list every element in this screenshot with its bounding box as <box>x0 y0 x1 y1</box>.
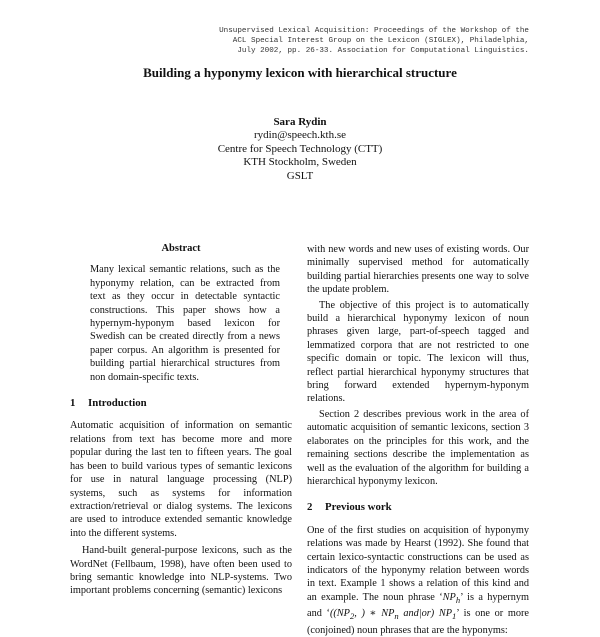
section-heading-introduction <box>70 397 292 410</box>
section-heading-previous-work <box>307 501 529 514</box>
section-number: 2 <box>307 501 313 514</box>
author-affiliation-3: GSLT <box>286 169 314 182</box>
paper-title: Building a hyponymy lexicon with hierarchical structure <box>143 65 457 80</box>
intro-paragraph-4: The objective of this project is to automatically build a hierarchical hyponymy lexicon of noun phrases given large, part-of-speech tagged and lemmatized corpora that are not restricted to one specific domain or topic. The lexicon will thus, reflect partial hierarchical hyponymy structures that bring forward extended hypernym-hyponym relations. <box>307 299 529 405</box>
abstract-heading: Abstract <box>161 243 201 254</box>
author-email: rydin@speech.kth.se <box>254 129 346 142</box>
math-text: , ) ∗ NP <box>354 608 395 620</box>
intro-paragraph-5: Section 2 describes previous work in the area of automatic acquisition of semantic lexicons, section 3 elaborates on the principles for this work, and the remaining sections describe the implementation as well as the evaluation of the algorithm for building a hierarchical hyponymy lexicon. <box>307 408 529 487</box>
author-name: Sara Rydin <box>273 116 327 128</box>
author-affiliation-2: KTH Stockholm, Sweden <box>243 156 357 169</box>
math-subscript: 2 <box>349 611 355 622</box>
math-text: and|or) NP <box>398 608 452 620</box>
section-number: 1 <box>70 397 76 410</box>
section-title: Introduction <box>88 397 147 410</box>
proceedings-line-1: Unsupervised Lexical Acquisition: Proceedings of the Workshop of the <box>219 27 529 35</box>
math-subscript: n <box>394 611 399 622</box>
section-title: Previous work <box>325 501 392 514</box>
proceedings-line-3: July 2002, pp. 26-33. Association for Computational Linguistics. <box>237 47 529 55</box>
math-hypernym <box>443 592 460 603</box>
math-subscript: 1 <box>451 611 457 622</box>
text-run: ’ is a hypernym and ‘ <box>307 591 530 620</box>
abstract-text: Many lexical semantic relations, such as the hyponymy relation, can be extracted from text as they occur in detectable syntactic constructions. This paper shows how a hypernym-hyponym based lexicon for Swedish can be created directly from a news paper corpus. An algorithm is presented for building partial hierarchical structures from non domain-specific texts. <box>90 264 280 383</box>
proceedings-header <box>219 26 529 56</box>
math-text: ((NP <box>329 608 350 620</box>
proceedings-line-2: ACL Special Interest Group on the Lexicon (SIGLEX), Philadelphia, <box>232 37 529 45</box>
text-run: ’ is one or more (conjoined) noun phrases that are the hyponyms: <box>307 608 529 636</box>
math-subscript: h <box>455 594 461 605</box>
intro-paragraph-2: Hand-built general-purpose lexicons, such as the WordNet (Fellbaum, 1998), have often been used to bring semantic knowledge into NLP-systems. Two important problems concerning (semantic) lexicons <box>70 545 292 597</box>
author-block <box>0 116 600 183</box>
text-run: One of the first studies on acquisition of hyponymy relations was made by Hearst (1992). She found that certain lexico-syntactic constructions can be used as indicators of the hyponymy relation between words in text. Example 1 shows a relation of this kind and an example. The noun phrase ‘ <box>307 524 529 603</box>
right-column <box>307 243 529 637</box>
math-hyponyms <box>329 608 457 622</box>
intro-paragraph-1: Automatic acquisition of information on semantic relations from text has become more and more popular during the last ten to fifteen years. The goal has been to build various types of semantic lexicons for use in natural language processing (NLP) systems, such as systems for information extraction/retrieval or dialog systems. The lexicons are used to introduce extended semantic knowledge into the different systems. <box>70 420 292 539</box>
intro-paragraph-3: with new words and new uses of existing words. Our minimally supervised method for automatically building partial hierarchies presents one way to solve the update problem. <box>307 244 529 296</box>
left-column <box>70 242 292 598</box>
author-affiliation-1: Centre for Speech Technology (CTT) <box>217 142 383 155</box>
math-text: NP <box>442 591 456 603</box>
previous-work-paragraph-1 <box>307 524 529 637</box>
